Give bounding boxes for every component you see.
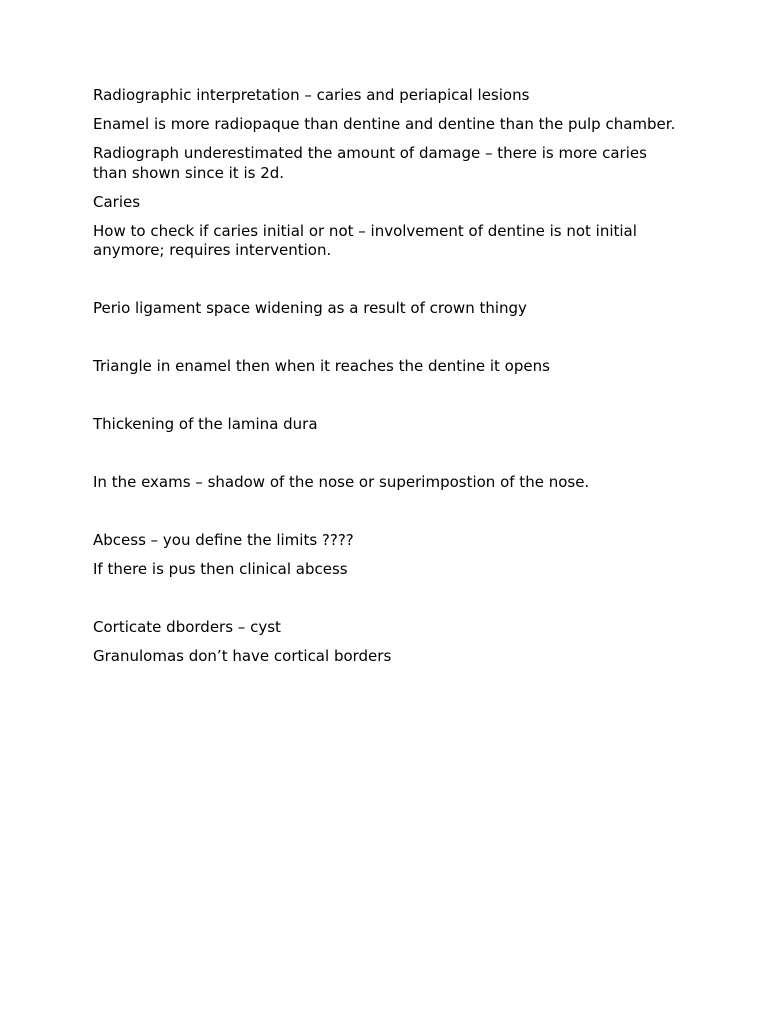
paragraph: Abcess – you define the limits ???? xyxy=(93,531,354,549)
paragraph: Thickening of the lamina dura xyxy=(93,415,318,433)
empty-line xyxy=(93,502,683,522)
paragraph: Triangle in enamel then when it reaches the dentine it opens xyxy=(93,357,550,375)
empty-line xyxy=(93,589,683,609)
paragraph: Radiograph underestimated the amount of damage – there is more caries than shown since it is 2d. xyxy=(93,144,647,182)
paragraph: If there is pus then clinical abcess xyxy=(93,560,348,578)
paragraph: Perio ligament space widening as a result of crown thingy xyxy=(93,299,527,317)
document-heading: Radiographic interpretation – caries and periapical lesions xyxy=(93,86,530,104)
paragraph: Enamel is more radiopaque than dentine and dentine than the pulp chamber. xyxy=(93,115,676,133)
empty-line xyxy=(93,328,683,348)
paragraph: How to check if caries initial or not – involvement of dentine is not initial anymore; requires intervention. xyxy=(93,221,637,259)
paragraph: Caries xyxy=(93,192,141,211)
empty-line xyxy=(93,386,683,406)
paragraph: In the exams – shadow of the nose or superimpostion of the nose. xyxy=(93,473,590,491)
empty-line xyxy=(93,444,683,464)
paragraph: Corticate dborders – cyst xyxy=(93,618,281,636)
document-body xyxy=(93,86,683,676)
empty-line xyxy=(93,270,683,290)
paragraph: Granulomas don’t have cortical borders xyxy=(93,647,392,665)
